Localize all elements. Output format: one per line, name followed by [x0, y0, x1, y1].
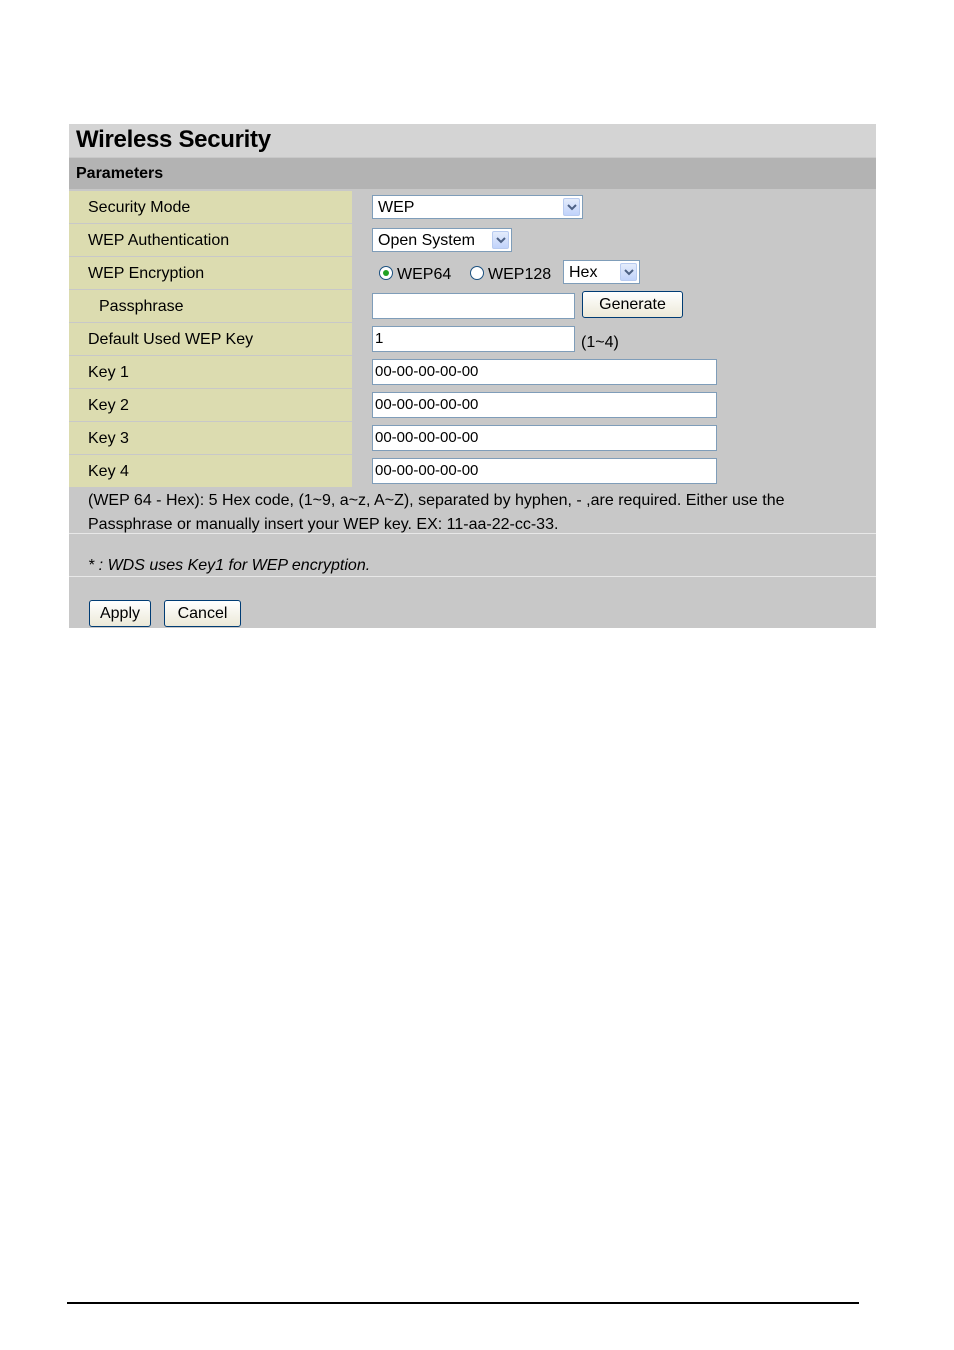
divider	[69, 576, 876, 577]
value-cell	[354, 257, 876, 289]
value-cell	[354, 191, 876, 223]
hex-note-line-1: (WEP 64 - Hex): 5 Hex code, (1~9, a~z, A~Z), separated by hyphen, - ,are required. Either use the	[88, 492, 785, 509]
radio-wep64[interactable]	[379, 266, 393, 280]
row-key-1	[69, 356, 876, 388]
label-cell	[69, 455, 352, 487]
label-cell	[69, 224, 352, 256]
section-header	[69, 158, 876, 189]
value-cell	[354, 389, 876, 421]
default-key-hint: (1~4)	[581, 334, 619, 351]
row-default-key	[69, 323, 876, 355]
key-1-label: Key 1	[88, 364, 129, 381]
security-mode-label: Security Mode	[88, 199, 191, 216]
key-4-input[interactable]: 00-00-00-00-00	[372, 458, 717, 484]
radio-wep128-label[interactable]: WEP128	[488, 266, 552, 283]
key-3-input[interactable]: 00-00-00-00-00	[372, 425, 717, 451]
label-cell	[69, 356, 352, 388]
key-2-input[interactable]: 00-00-00-00-00	[372, 392, 717, 418]
key-format-value: Hex	[569, 264, 598, 281]
row-wep-authentication	[69, 224, 876, 256]
default-key-label: Default Used WEP Key	[88, 331, 254, 348]
value-cell	[354, 323, 876, 355]
value-cell	[354, 224, 876, 256]
row-passphrase	[69, 290, 876, 322]
wds-note	[69, 534, 876, 576]
apply-button[interactable]: Apply	[89, 600, 151, 627]
label-cell	[69, 290, 352, 322]
radio-wep64-label[interactable]: WEP64	[397, 266, 452, 283]
security-mode-value: WEP	[378, 199, 415, 216]
value-cell	[354, 455, 876, 487]
chevron-down-icon[interactable]	[620, 263, 637, 281]
default-key-input[interactable]: 1	[372, 326, 575, 352]
cancel-button[interactable]: Cancel	[164, 600, 241, 627]
hex-format-note	[69, 488, 876, 533]
key-4-label: Key 4	[88, 463, 129, 480]
label-cell	[69, 389, 352, 421]
wep-authentication-select[interactable]	[372, 228, 512, 252]
security-mode-select[interactable]	[372, 195, 583, 219]
page-footer-rule	[67, 1302, 859, 1304]
key-3-label: Key 3	[88, 430, 129, 447]
section-title: Parameters	[76, 165, 164, 182]
value-cell	[354, 356, 876, 388]
passphrase-label: Passphrase	[99, 298, 184, 315]
radio-selected-dot	[383, 270, 389, 276]
value-cell	[354, 290, 876, 322]
page-title: Wireless Security	[76, 126, 271, 153]
row-key-3	[69, 422, 876, 454]
chevron-down-icon[interactable]	[492, 231, 509, 249]
hex-note-line-2: Passphrase or manually insert your WEP key. EX: 11-aa-22-cc-33.	[88, 516, 559, 533]
generate-button[interactable]: Generate	[582, 291, 683, 318]
row-security-mode	[69, 191, 876, 223]
wds-note-text: * : WDS uses Key1 for WEP encryption.	[88, 557, 371, 574]
row-wep-encryption	[69, 257, 876, 289]
label-cell	[69, 191, 352, 223]
wep-authentication-label: WEP Authentication	[88, 232, 230, 249]
label-cell	[69, 422, 352, 454]
label-cell	[69, 257, 352, 289]
wep-authentication-value: Open System	[378, 232, 475, 249]
chevron-down-icon[interactable]	[563, 198, 580, 216]
row-key-4	[69, 455, 876, 487]
title-bar	[69, 124, 876, 157]
radio-wep128[interactable]	[470, 266, 484, 280]
label-cell	[69, 323, 352, 355]
value-cell	[354, 422, 876, 454]
key-format-select[interactable]	[563, 260, 640, 284]
row-key-2	[69, 389, 876, 421]
key-2-label: Key 2	[88, 397, 129, 414]
wireless-security-panel	[69, 124, 876, 628]
key-1-input[interactable]: 00-00-00-00-00	[372, 359, 717, 385]
passphrase-input[interactable]	[372, 293, 575, 319]
wep-encryption-label: WEP Encryption	[88, 265, 205, 282]
